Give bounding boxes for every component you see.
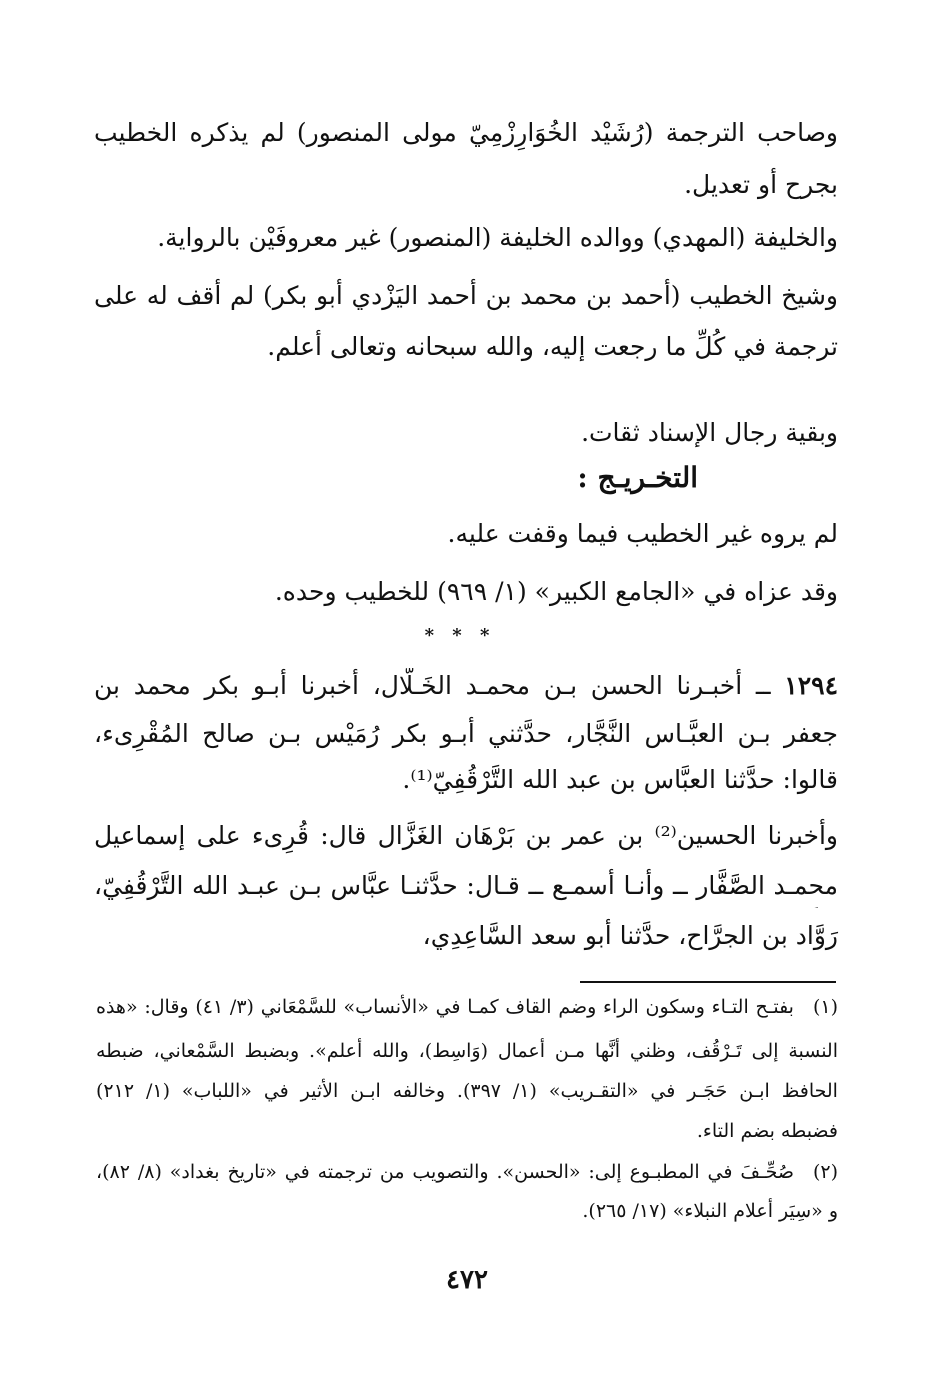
text-line: وبقية رجال الإسناد ثقات. (581, 418, 838, 447)
text-line: لم يروه غير الخطيب فيما وقفت عليه. (447, 519, 838, 548)
section-heading: التخـريـج : (577, 461, 698, 494)
footnote-line: صُحِّـفَ في المطبـوع إلى: «الحسن». والتصويب من ترجمته في «تاريخ بغداد» (٨/ ٨٢)، (96, 1161, 794, 1183)
text-line: قالوا: حدَّثنا العبَّاس بن عبد الله التَّرْقُفِيّ⁽¹⁾. (402, 765, 838, 794)
footnote-divider (580, 981, 836, 983)
text-line: والخليفة (المهدي) ووالده الخليفة (المنصور) غير معروفَيْن بالرواية. (157, 223, 838, 252)
text-line: محمـد الصَّفَّار ــ وأنـا أسمـع ــ قـال: حدَّثنـا عبَّاس بـن عبـد الله التَّرْقُفِيّ، (94, 871, 838, 900)
text-line: وصاحب الترجمة (رُشَيْد الخُوَارِزْمِيّ مولى المنصور) لم يذكره الخطيب (94, 118, 838, 147)
hadith-number: ١٢٩٤ (784, 671, 838, 700)
text-line: وأخبرنا الحسين⁽²⁾ بن عمر بن بَرْهَان الغَزَّال قال: قُرِىء على إسماعيل (94, 821, 838, 850)
text-line: ترجمة في كُلِّ ما رجعت إليه، والله سبحانه وتعالى أعلم. (267, 332, 838, 361)
text-line: وقد عزاه في «الجامع الكبير» (١/ ٩٦٩) للخطيب وحده. (274, 577, 838, 606)
footnote-line: فضبطه بضم التاء. (696, 1120, 838, 1142)
footnote-marker: (٢) (812, 1161, 838, 1183)
text-line: رَوَّاد بن الجرَّاح، حدَّثنا أبو سعد السَّاعِدِي، (422, 921, 838, 950)
footnote-marker: (١) (812, 996, 838, 1018)
page-number: ٤٧٢ (446, 1265, 488, 1295)
text-line: بجرح أو تعديل. (684, 170, 838, 199)
footnote-line: الحافظ ابـن حَجَـر في «التقـريب» (١/ ٣٩٧). وخالفه ابـن الأثير في «اللباب» (١/ ٢١٢) (96, 1080, 838, 1102)
section-separator: * * * (424, 625, 496, 646)
text-line: وشيخ الخطيب (أحمد بن محمد بن أحمد اليَزْدي أبو بكر) لم أقف له على (94, 281, 838, 310)
footnote-line: النسبة إلى تَـرْقُف، وظني أنَّها مـن أعمال (وَاسِط)، والله أعلم». وبضبط السَّمْعاني، ضبطه (96, 1040, 838, 1062)
footnote-line: و «سِيَر أعلام النبلاء» (١٧/ ٢٦٥). (582, 1200, 838, 1222)
text-line: جعفر بـن العبَّـاس النَّجَّار، حدَّثني أبـو بكر رُمَيْس بـن صالح المُقْرِىء، (94, 719, 838, 748)
footnote-line: بفتـح التـاء وسكون الراء وضم القاف كمـا في «الأنساب» للسَّمْعَاني (٣/ ٤١) وقال: «هذه (96, 996, 794, 1018)
hadith-first-line (94, 668, 838, 708)
hadith-text: ــ أخبـرنا الحسن بـن محمـد الخَـلَّال، أخبرنا أبـو بكر محمد بن (94, 671, 771, 700)
